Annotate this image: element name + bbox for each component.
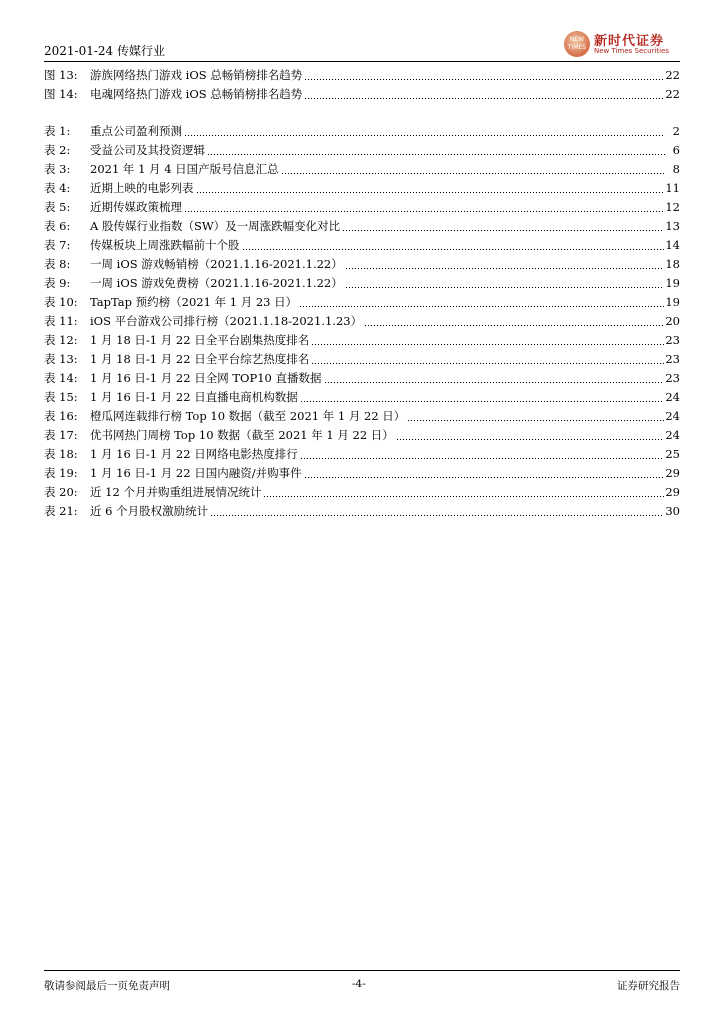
footer-report-type: 证券研究报告	[617, 980, 680, 992]
toc-leader-dots	[207, 154, 665, 155]
toc-entry[interactable]	[44, 481, 680, 500]
footer-disclaimer: 敬请参阅最后一页免责声明	[44, 980, 170, 992]
toc-leader-dots	[263, 496, 664, 497]
toc-entry-page: 19	[665, 276, 680, 290]
toc-entry-page: 24	[665, 390, 680, 404]
footer-rule	[44, 970, 680, 971]
toc-entry-title: 传媒板块上周涨跌幅前十个股	[90, 238, 240, 252]
toc-leader-dots	[324, 382, 665, 383]
header-date-industry: 2021-01-24 传媒行业	[44, 44, 166, 58]
toc-entry-label: 图 14:	[44, 87, 78, 101]
toc-entry-label: 表 17:	[44, 428, 78, 442]
toc-leader-dots	[184, 211, 664, 212]
toc-entry-page: 18	[665, 257, 680, 271]
toc-entry-label: 表 20:	[44, 485, 78, 499]
toc-entry-label: 表 3:	[44, 162, 71, 176]
toc-entry[interactable]	[44, 291, 680, 310]
toc-entry[interactable]	[44, 120, 680, 139]
toc-entry-title: 优书网热门周榜 Top 10 数据（截至 2021 年 1 月 22 日）	[90, 428, 394, 442]
toc-leader-dots	[304, 79, 664, 80]
toc-entry-title: 近期传媒政策梳理	[90, 200, 182, 214]
toc-leader-dots	[210, 515, 664, 516]
toc-leader-dots	[342, 230, 664, 231]
toc-entry-page: 8	[672, 162, 680, 176]
toc-entry[interactable]	[44, 253, 680, 272]
logo-english-name: New Times Securities	[594, 47, 669, 55]
toc-entry-label: 表 14:	[44, 371, 78, 385]
toc-entry[interactable]	[44, 405, 680, 424]
toc-entry-title: 橙瓜网连载排行榜 Top 10 数据（截至 2021 年 1 月 22 日）	[90, 409, 406, 423]
toc-entry-title: 1 月 16 日-1 月 22 日国内融资/并购事件	[90, 466, 302, 480]
toc-entry-title: A 股传媒行业指数（SW）及一周涨跌幅变化对比	[90, 219, 341, 233]
toc-leader-dots	[364, 325, 664, 326]
toc-entry-page: 23	[665, 352, 680, 366]
toc-entry-page: 14	[665, 238, 680, 252]
toc-entry-label: 表 6:	[44, 219, 71, 233]
toc-entry-title: 近期上映的电影列表	[90, 181, 194, 195]
toc-leader-dots	[304, 477, 665, 478]
toc-leader-dots	[345, 268, 665, 269]
toc-entry-label: 表 18:	[44, 447, 78, 461]
toc-figures-list	[44, 64, 680, 102]
toc-entry[interactable]	[44, 196, 680, 215]
toc-entry-page: 2	[672, 124, 680, 138]
toc-entry-label: 表 5:	[44, 200, 71, 214]
toc-tables-list	[44, 120, 680, 519]
logo-chinese-name: 新时代证券	[594, 34, 665, 49]
toc-entry-page: 24	[665, 409, 680, 423]
toc-entry-title: 近 6 个月股权激励统计	[90, 504, 209, 518]
toc-entry-label: 表 8:	[44, 257, 71, 271]
toc-entry[interactable]	[44, 215, 680, 234]
toc-entry-label: 表 16:	[44, 409, 78, 423]
toc-entry[interactable]	[44, 272, 680, 291]
toc-entry[interactable]	[44, 310, 680, 329]
toc-entry[interactable]	[44, 424, 680, 443]
toc-entry[interactable]	[44, 462, 680, 481]
toc-entry-title: 1 月 16 日-1 月 22 日直播电商机构数据	[90, 390, 298, 404]
toc-entry[interactable]	[44, 83, 680, 102]
toc-entry-page: 30	[665, 504, 680, 518]
toc-leader-dots	[300, 401, 665, 402]
toc-entry-title: 受益公司及其投资逻辑	[90, 143, 205, 157]
toc-entry-label: 表 9:	[44, 276, 71, 290]
toc-entry[interactable]	[44, 234, 680, 253]
toc-entry-title: 2021 年 1 月 4 日国产版号信息汇总	[90, 162, 279, 176]
toc-entry[interactable]	[44, 367, 680, 386]
toc-entry-label: 表 15:	[44, 390, 78, 404]
toc-entry[interactable]	[44, 500, 680, 519]
toc-leader-dots	[184, 135, 665, 136]
toc-entry[interactable]	[44, 177, 680, 196]
toc-entry-page: 13	[665, 219, 680, 233]
toc-entry-page: 29	[665, 485, 680, 499]
toc-entry-label: 表 10:	[44, 295, 78, 309]
toc-entry-title: iOS 平台游戏公司排行榜（2021.1.18-2021.1.23）	[90, 314, 363, 328]
toc-entry-title: 一周 iOS 游戏免费榜（2021.1.16-2021.1.22）	[90, 276, 343, 290]
header-rule	[44, 61, 680, 62]
toc-entry-title: 1 月 16 日-1 月 22 日网络电影热度排行	[90, 447, 298, 461]
toc-entry-title: 近 12 个月并购重组进展情况统计	[90, 485, 262, 499]
company-logo	[564, 30, 680, 58]
toc-entry-page: 22	[665, 68, 680, 82]
toc-entry-title: 1 月 18 日-1 月 22 日全平台综艺热度排名	[90, 352, 310, 366]
toc-entry-title: 1 月 16 日-1 月 22 日全网 TOP10 直播数据	[90, 371, 322, 385]
toc-entry[interactable]	[44, 386, 680, 405]
toc-entry-page: 6	[672, 143, 680, 157]
toc-entry-label: 图 13:	[44, 68, 78, 82]
toc-entry-label: 表 13:	[44, 352, 78, 366]
toc-entry[interactable]	[44, 348, 680, 367]
toc-entry-label: 表 21:	[44, 504, 78, 518]
page-header	[44, 36, 680, 60]
toc-entry-title: 电魂网络热门游戏 iOS 总畅销榜排名趋势	[90, 87, 303, 101]
toc-entry-label: 表 1:	[44, 124, 71, 138]
toc-leader-dots	[304, 98, 664, 99]
toc-leader-dots	[242, 249, 665, 250]
toc-entry-title: 一周 iOS 游戏畅销榜（2021.1.16-2021.1.22）	[90, 257, 343, 271]
logo-emblem-icon: NEW TIMES	[564, 31, 590, 57]
toc-leader-dots	[345, 287, 665, 288]
toc-entry-page: 22	[665, 87, 680, 101]
toc-entry-page: 29	[665, 466, 680, 480]
toc-entry-label: 表 2:	[44, 143, 71, 157]
toc-leader-dots	[299, 306, 664, 307]
toc-leader-dots	[281, 173, 665, 174]
toc-entry[interactable]	[44, 64, 680, 83]
toc-leader-dots	[196, 192, 665, 193]
toc-entry-label: 表 19:	[44, 466, 78, 480]
toc-entry[interactable]	[44, 139, 680, 158]
toc-entry-page: 11	[665, 181, 680, 195]
toc-entry-label: 表 7:	[44, 238, 71, 252]
toc-entry-page: 23	[665, 371, 680, 385]
toc-entry-page: 25	[665, 447, 680, 461]
toc-leader-dots	[396, 439, 665, 440]
toc-leader-dots	[311, 344, 664, 345]
toc-leader-dots	[407, 420, 664, 421]
toc-entry-page: 20	[665, 314, 680, 328]
toc-leader-dots	[300, 458, 665, 459]
toc-entry-label: 表 11:	[44, 314, 78, 328]
toc-entry[interactable]	[44, 443, 680, 462]
toc-entry[interactable]	[44, 158, 680, 177]
toc-leader-dots	[311, 363, 664, 364]
toc-entry-page: 23	[665, 333, 680, 347]
toc-entry-page: 12	[665, 200, 680, 214]
toc-entry-title: 重点公司盈利预测	[90, 124, 182, 138]
footer-page-number: -4-	[352, 978, 366, 990]
toc-entry[interactable]	[44, 329, 680, 348]
toc-entry-label: 表 4:	[44, 181, 71, 195]
toc-entry-title: 1 月 18 日-1 月 22 日全平台剧集热度排名	[90, 333, 310, 347]
toc-entry-title: TapTap 预约榜（2021 年 1 月 23 日）	[90, 295, 298, 309]
toc-entry-page: 19	[665, 295, 680, 309]
toc-entry-page: 24	[665, 428, 680, 442]
toc-entry-label: 表 12:	[44, 333, 78, 347]
toc-entry-title: 游族网络热门游戏 iOS 总畅销榜排名趋势	[90, 68, 303, 82]
